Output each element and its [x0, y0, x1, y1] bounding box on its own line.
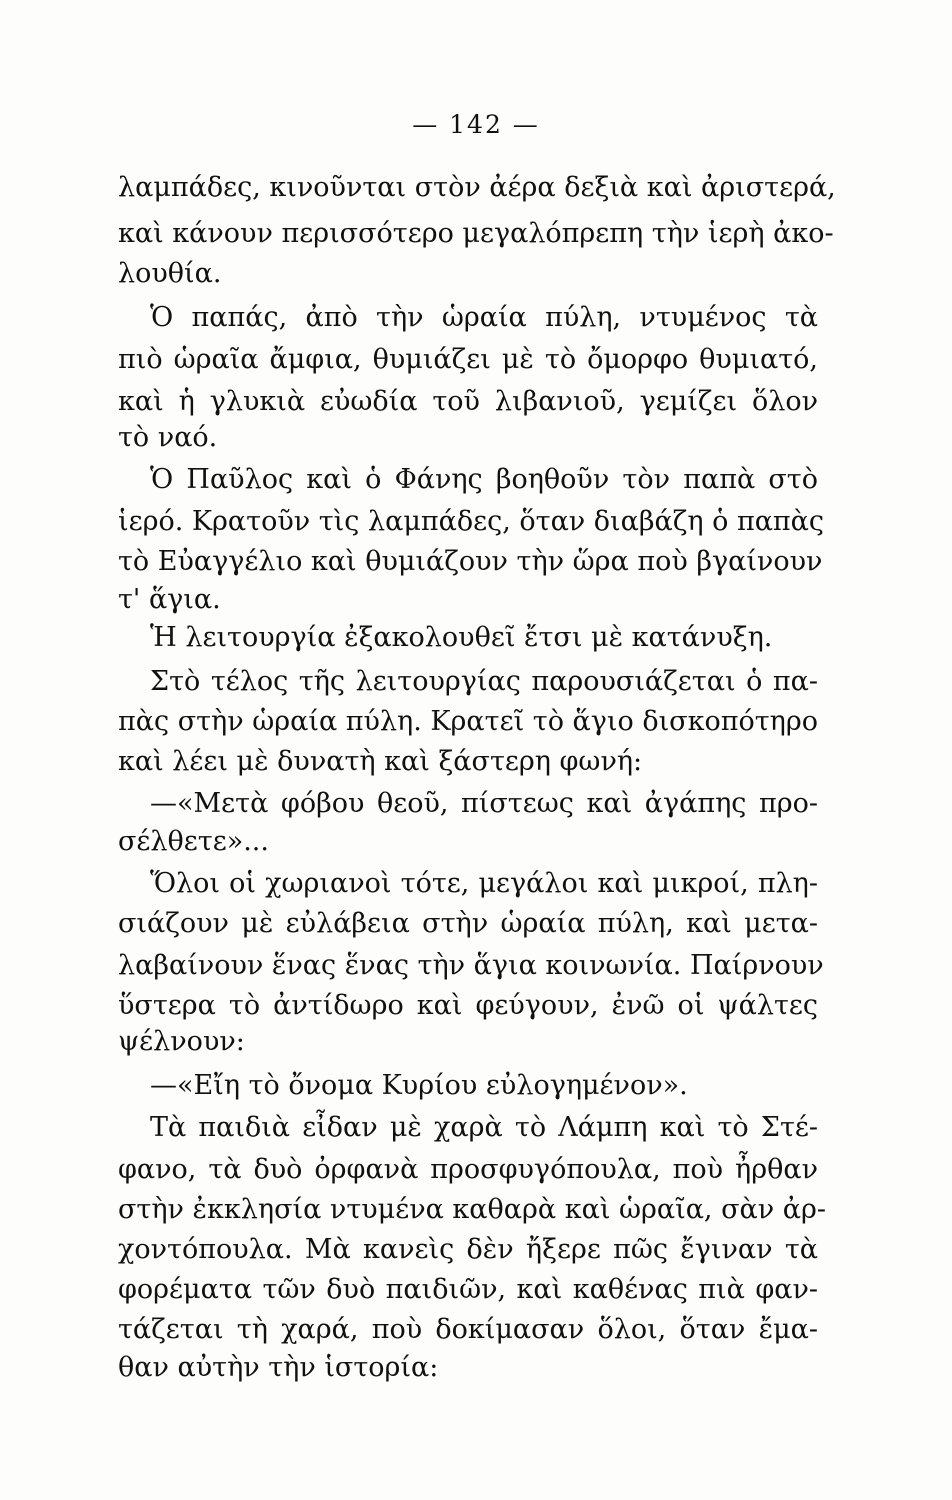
text-line: Ὅλοι οἱ χωριανοὶ τότε, μεγάλοι καὶ μικροί, πλη-: [150, 868, 818, 899]
text-line: Τὰ παιδιὰ εἶδαν μὲ χαρὰ τὸ Λάμπη καὶ τὸ Στέ-: [150, 1112, 818, 1143]
text-line: φορέματα τῶν δυὸ παιδιῶν, καὶ καθένας πιὰ φαν-: [118, 1274, 818, 1305]
text-line: τάζεται τὴ χαρά, ποὺ δοκίμασαν ὅλοι, ὅταν ἔμα-: [118, 1314, 818, 1345]
text-line: Στὸ τέλος τῆς λειτουργίας παρουσιάζεται ὁ πα-: [150, 666, 818, 697]
text-line: Ὁ παπάς, ἀπὸ τὴν ὡραία πύλη, ντυμένος τὰ: [150, 302, 818, 333]
text-line: πιὸ ὡραῖα ἄμφια, θυμιάζει μὲ τὸ ὄμορφο θυμιατό,: [118, 344, 818, 375]
text-line: Ἡ λειτουργία ἐξακολουθεῖ ἔτσι μὲ κατάνυξη.: [150, 622, 773, 653]
text-line: θαν αὐτὴν τὴν ἱστορία:: [118, 1352, 439, 1383]
text-line: καὶ κάνουν περισσότερο μεγαλόπρεπη τὴν ἱερὴ ἀκο-: [118, 218, 834, 249]
text-line: καὶ λέει μὲ δυνατὴ καὶ ξάστερη φωνή:: [118, 746, 643, 777]
text-line: τ' ἅγια.: [118, 584, 221, 615]
text-line: χοντόπουλα. Μὰ κανεὶς δὲν ἤξερε πῶς ἔγιναν τὰ: [118, 1234, 818, 1265]
text-line: φανο, τὰ δυὸ ὀρφανὰ προσφυγόπουλα, ποὺ ἦρθαν: [118, 1154, 818, 1185]
text-line: καὶ ἡ γλυκιὰ εὐωδία τοῦ λιβανιοῦ, γεμίζει ὅλον: [118, 386, 818, 417]
text-line: Ὁ Παῦλος καὶ ὁ Φάνης βοηθοῦν τὸν παπὰ στὸ: [150, 464, 818, 495]
text-line: ὕστερα τὸ ἀντίδωρο καὶ φεύγουν, ἐνῶ οἱ ψάλτες: [118, 990, 818, 1021]
text-line: πὰς στὴν ὡραία πύλη. Κρατεῖ τὸ ἅγιο δισκοπότηρο: [118, 706, 818, 737]
text-line: ψέλνουν:: [118, 1026, 245, 1057]
page-number: — 142 —: [412, 110, 540, 139]
text-line: λαβαίνουν ἕνας ἕνας τὴν ἅγια κοινωνία. Παίρνουν: [118, 950, 824, 981]
text-line: τὸ ναό.: [118, 422, 218, 453]
text-line: —«Μετὰ φόβου θεοῦ, πίστεως καὶ ἀγάπης προ-: [150, 788, 818, 819]
text-line: ἱερό. Κρατοῦν τὶς λαμπάδες, ὅταν διαβάζη ὁ παπὰς: [118, 506, 825, 537]
text-line: λουθία.: [118, 258, 222, 289]
text-line: σιάζουν μὲ εὐλάβεια στὴν ὡραία πύλη, καὶ μετα-: [118, 908, 818, 939]
text-line: τὸ Εὐαγγέλιο καὶ θυμιάζουν τὴν ὥρα ποὺ βγαίνουν: [118, 546, 823, 577]
text-line: σέλθετε»...: [118, 826, 269, 857]
text-line: λαμπάδες, κινοῦνται στὸν ἀέρα δεξιὰ καὶ ἀριστερά,: [118, 172, 836, 203]
text-line: στὴν ἐκκλησία ντυμένα καθαρὰ καὶ ὡραῖα, σὰν ἀρ-: [118, 1194, 826, 1225]
text-line: —«Εἴη τὸ ὄνομα Κυρίου εὐλογημένον».: [150, 1070, 688, 1101]
